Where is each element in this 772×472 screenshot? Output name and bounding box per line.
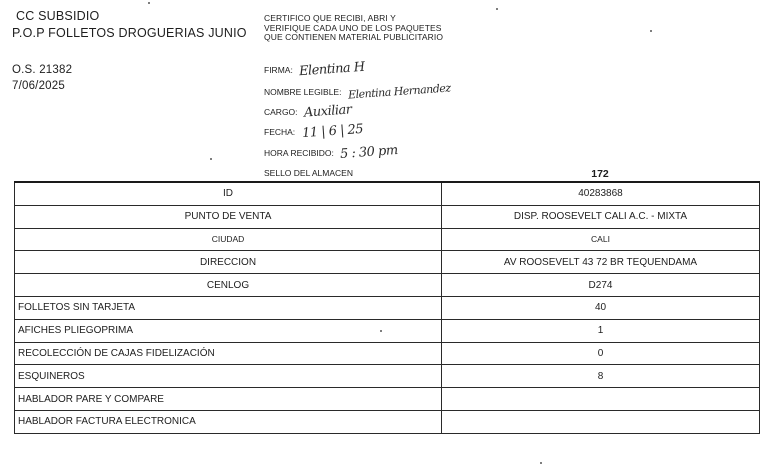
row-value-city: CALI [442, 228, 760, 251]
legible-name-field [264, 81, 451, 102]
row-label-corner-displays: ESQUINEROS [15, 365, 442, 388]
date-handwriting: 11 | 6 | 25 [301, 121, 364, 142]
scan-speck [148, 2, 150, 4]
scan-speck [210, 158, 212, 160]
position-label: CARGO: [264, 107, 298, 117]
table-row [15, 365, 760, 388]
delivery-table [14, 181, 760, 434]
scan-speck [650, 30, 652, 32]
scan-speck [496, 8, 498, 10]
row-label-brochures: FOLLETOS SIN TARJETA [15, 296, 442, 319]
position-field [264, 104, 351, 119]
order-number: O.S. 21382 [12, 64, 73, 76]
legible-name-handwriting: Elentina Hernandez [347, 81, 451, 102]
row-value-id: 40283868 [442, 182, 760, 205]
document-header [12, 8, 247, 94]
signature-field [264, 59, 366, 80]
table-row [15, 228, 760, 251]
table-row [15, 388, 760, 411]
row-label-address: DIRECCION [15, 251, 442, 274]
scan-speck [540, 462, 542, 464]
row-value-point-of-sale: DISP. ROOSEVELT CALI A.C. - MIXTA [442, 205, 760, 228]
position-handwriting: Auxiliar [303, 102, 352, 121]
scan-speck [380, 330, 382, 332]
table-row [15, 296, 760, 319]
certificate-text: CERTIFICO QUE RECIBI, ABRI Y VERIFIQUE CADA UNO DE LOS PAQUETES QUE CONTIENEN MATERIAL PUBLICITARIO [264, 13, 444, 42]
row-value-shelf-talker-compare [442, 388, 760, 411]
row-label-shelf-talker-invoice: HABLADOR FACTURA ELECTRONICA [15, 410, 442, 433]
row-value-corner-displays: 8 [442, 365, 760, 388]
legible-name-label: NOMBRE LEGIBLE: [264, 87, 342, 97]
time-received-field [264, 145, 398, 160]
row-label-point-of-sale: PUNTO DE VENTA [15, 205, 442, 228]
table-row [15, 274, 760, 297]
row-value-cenlog: D274 [442, 274, 760, 297]
time-received-handwriting: 5 : 30 pm [339, 143, 399, 162]
client-name: CC SUBSIDIO [16, 9, 100, 23]
campaign-title: P.O.P FOLLETOS DROGUERIAS JUNIO [12, 26, 247, 40]
row-value-box-collection: 0 [442, 342, 760, 365]
signature-handwriting: Elentina H [298, 59, 366, 80]
row-label-id: ID [15, 182, 442, 205]
table-row [15, 182, 760, 205]
row-value-address: AV ROOSEVELT 43 72 BR TEQUENDAMA [442, 251, 760, 274]
table-row [15, 251, 760, 274]
order-date: 7/06/2025 [12, 80, 65, 92]
row-label-posters: AFICHES PLIEGOPRIMA [15, 319, 442, 342]
row-value-shelf-talker-invoice [442, 410, 760, 433]
sequence-number: 172 [591, 168, 609, 180]
row-value-brochures: 40 [442, 296, 760, 319]
row-label-cenlog: CENLOG [15, 274, 442, 297]
table-row [15, 342, 760, 365]
store-seal-label: SELLO DEL ALMACEN [264, 168, 353, 178]
date-label: FECHA: [264, 127, 296, 137]
row-label-city: CIUDAD [15, 228, 442, 251]
row-label-shelf-talker-compare: HABLADOR PARE Y COMPARE [15, 388, 442, 411]
signature-label: FIRMA: [264, 65, 293, 75]
date-field [264, 121, 364, 142]
store-seal-field [264, 168, 353, 178]
row-label-box-collection: RECOLECCIÓN DE CAJAS FIDELIZACIÓN [15, 342, 442, 365]
table-row [15, 205, 760, 228]
row-value-posters: 1 [442, 319, 760, 342]
time-received-label: HORA RECIBIDO: [264, 148, 334, 158]
table-row [15, 410, 760, 433]
table-row [15, 319, 760, 342]
